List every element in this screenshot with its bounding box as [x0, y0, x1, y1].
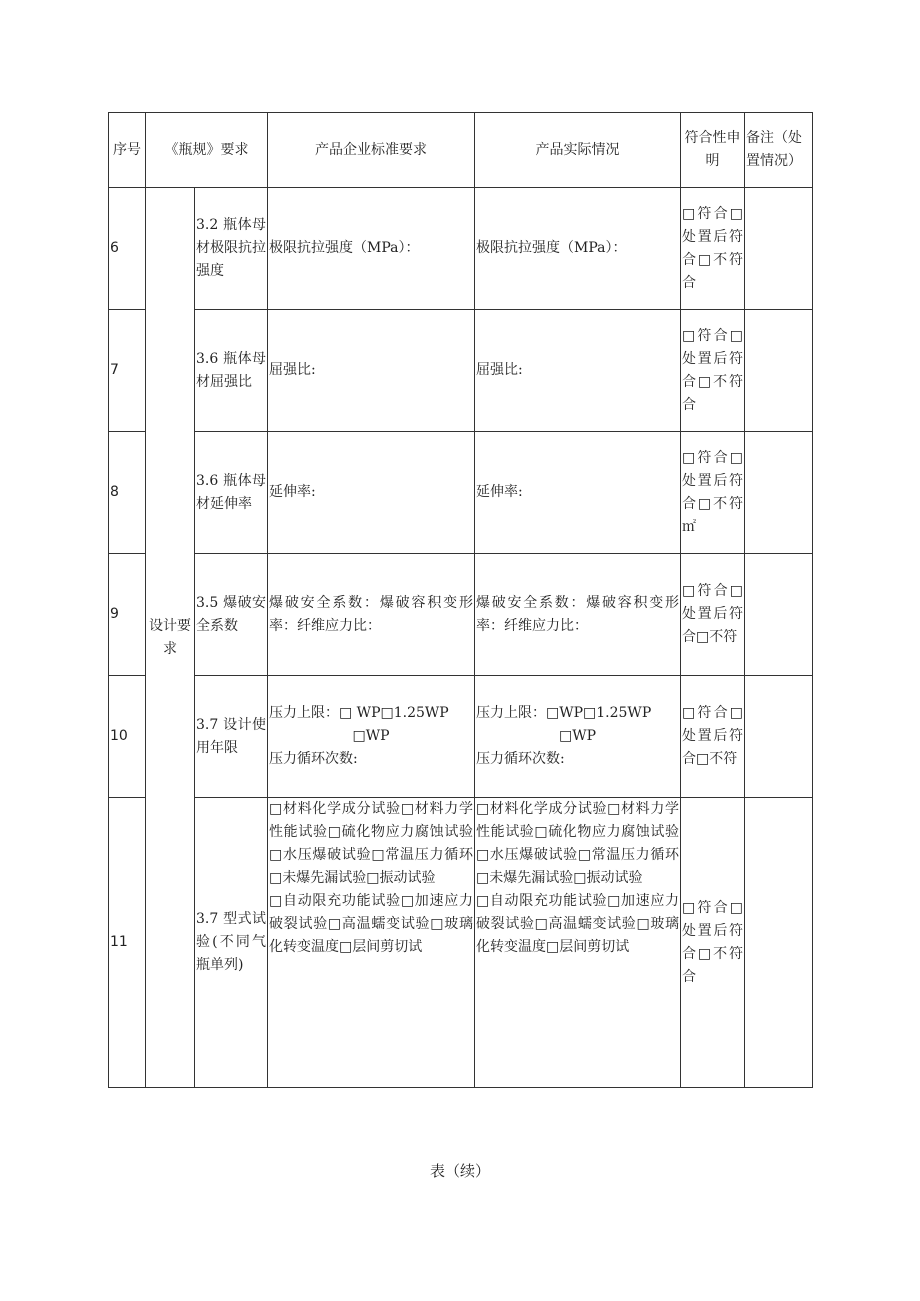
row-item: 3.7 型式试验(不同气瓶单列): [195, 798, 268, 1088]
header-remarks: 备注（处置情况）: [745, 113, 813, 188]
row-conformity: □符合□处置后符合□不符: [681, 554, 745, 676]
test-list-part1: □材料化学成分试验□材料力学性能试验□硫化物应力腐蚀试验□水压爆破试验□常温压力循环□未爆先漏试验□振动试验: [269, 801, 473, 886]
row-seq: 9: [109, 554, 146, 676]
pressure-limit-options: 压力上限：□ WP□1.25WP: [269, 705, 449, 721]
row-conformity: □符合□处置后符合□不符: [681, 676, 745, 798]
row-actual: 延伸率:: [475, 432, 681, 554]
row-seq: 10: [109, 676, 146, 798]
row-item: 3.5 爆破安全系数: [195, 554, 268, 676]
row-actual: [475, 798, 681, 1088]
row-remarks: [745, 554, 813, 676]
row-item: 3.6 瓶体母材屈强比: [195, 310, 268, 432]
row-remarks: [745, 676, 813, 798]
row-seq: 6: [109, 188, 146, 310]
test-list-part2: □自动限充功能试验□加速应力破裂试验□高温蠕变试验□玻璃化转变温度□层间剪切试: [476, 893, 679, 955]
row-standard: 极限抗拉强度（MPa）：: [268, 188, 475, 310]
row-standard: [268, 676, 475, 798]
row-actual: 极限抗拉强度（MPa）：: [475, 188, 681, 310]
row-actual: [475, 676, 681, 798]
test-list-part1: □材料化学成分试验□材料力学性能试验□硫化物应力腐蚀试验□水压爆破试验□常温压力循环□未爆先漏试验□振动试验: [476, 801, 679, 886]
header-regulation: 《瓶规》要求: [146, 113, 268, 188]
pressure-limit-option-wp: □WP: [352, 728, 390, 744]
row-standard: [268, 798, 475, 1088]
table-row: [109, 188, 813, 310]
table-row: [109, 310, 813, 432]
row-standard: 屈强比:: [268, 310, 475, 432]
pressure-cycle-count: 压力循环次数:: [476, 751, 565, 767]
table-row: [109, 798, 813, 1088]
row-item: 3.6 瓶体母材延伸率: [195, 432, 268, 554]
row-seq: 8: [109, 432, 146, 554]
row-actual: 屈强比:: [475, 310, 681, 432]
row-item: 3.2 瓶体母材极限抗拉强度: [195, 188, 268, 310]
header-enterprise-standard: 产品企业标准要求: [268, 113, 475, 188]
test-list-part2: □自动限充功能试验□加速应力破裂试验□高温蠕变试验□玻璃化转变温度□层间剪切试: [269, 893, 473, 955]
table-row: [109, 554, 813, 676]
header-seq: 序号: [109, 113, 146, 188]
group-label: 设计要求: [146, 188, 195, 1088]
pressure-cycle-count: 压力循环次数:: [269, 751, 358, 767]
pressure-limit-options: 压力上限：□WP□1.25WP: [476, 705, 652, 721]
pressure-limit-option-wp: □WP: [558, 728, 597, 744]
row-conformity: □符合□处置后符合□不符合: [681, 310, 745, 432]
row-remarks: [745, 188, 813, 310]
row-remarks: [745, 798, 813, 1088]
row-standard: 爆破安全系数：爆破容积变形率：纤维应力比：: [268, 554, 475, 676]
row-conformity: □符合□处置后符合□不符㎡: [681, 432, 745, 554]
row-conformity: □符合□处置后符合□不符合: [681, 798, 745, 1088]
row-remarks: [745, 310, 813, 432]
row-remarks: [745, 432, 813, 554]
table-row: [109, 676, 813, 798]
table-continued-caption: 表（续）: [429, 1162, 490, 1180]
row-actual: 爆破安全系数：爆破容积变形率：纤维应力比：: [475, 554, 681, 676]
row-seq: 11: [109, 798, 146, 1088]
row-standard: 延伸率:: [268, 432, 475, 554]
row-conformity: □符合□处置后符合□不符合: [681, 188, 745, 310]
row-item: 3.7 设计使用年限: [195, 676, 268, 798]
requirements-table: [108, 112, 813, 1088]
row-seq: 7: [109, 310, 146, 432]
table-header-row: [109, 113, 813, 188]
header-actual: 产品实际情况: [475, 113, 681, 188]
table-row: [109, 432, 813, 554]
header-conformity: 符合性申明: [681, 113, 745, 188]
